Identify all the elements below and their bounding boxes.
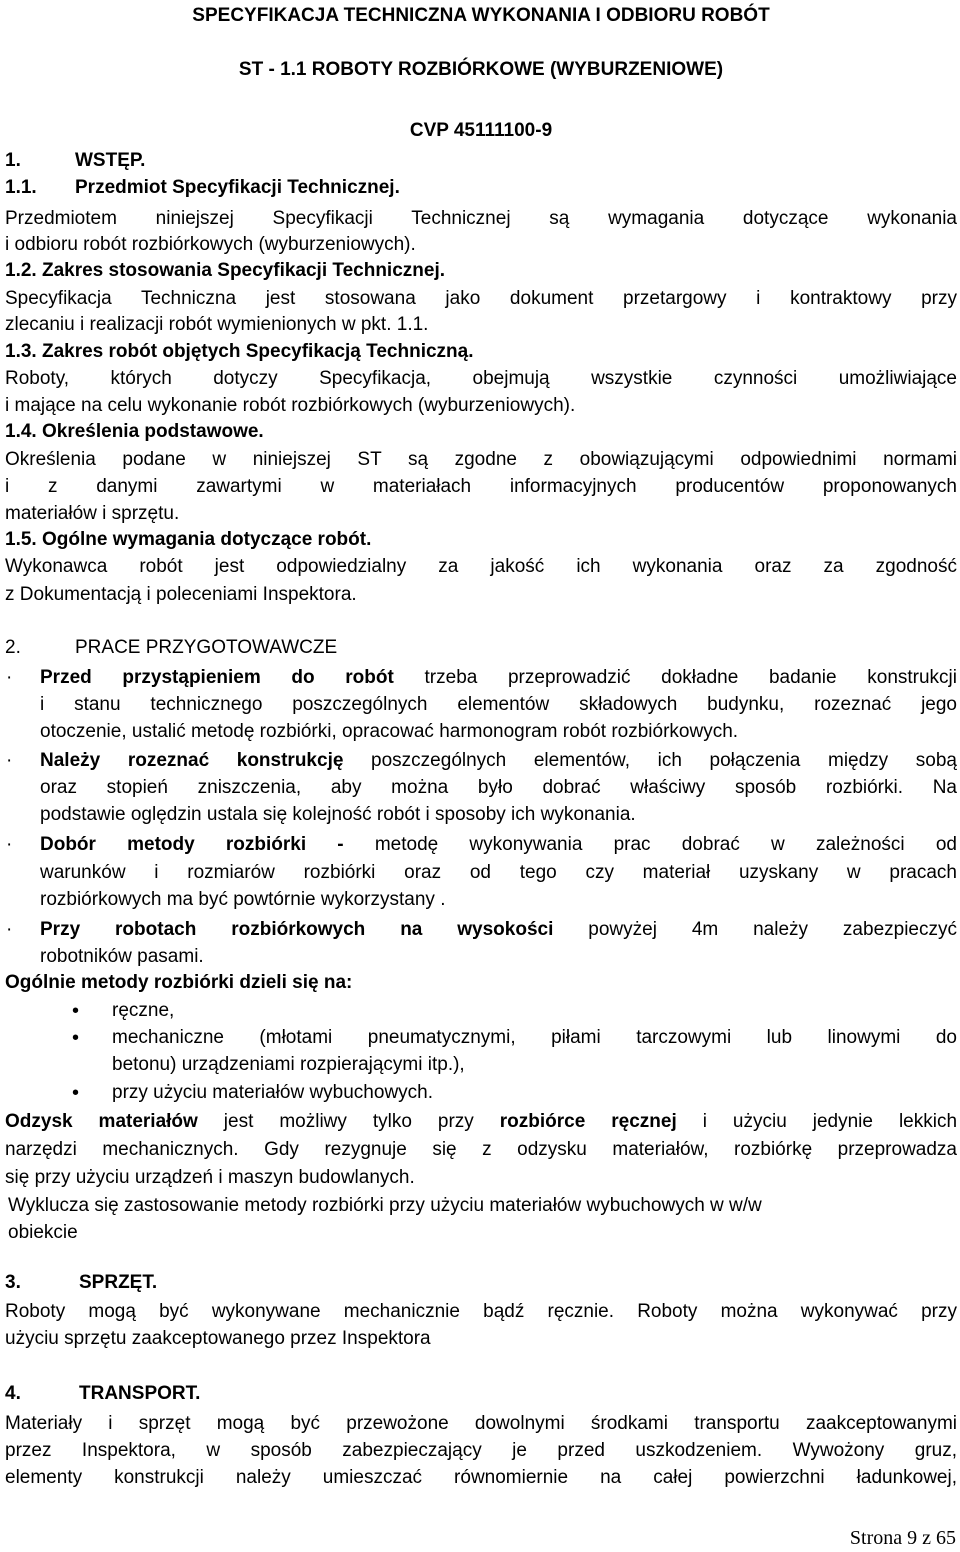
bullet-marker: •	[72, 1082, 80, 1104]
text-run: trzeba przeprowadzić dokładne badanie konstrukcji	[393, 667, 957, 688]
paragraph-line: Wyklucza się zastosowanie metody rozbiórki przy użyciu materiałów wybuchowych w w/w	[8, 1195, 762, 1216]
section-number: 4.	[5, 1383, 21, 1404]
cvp-code: CVP 45111100-9	[409, 120, 553, 141]
section-title: SPRZĘT.	[79, 1272, 158, 1293]
section-title: PRACE PRZYGOTOWAWCZE	[75, 637, 338, 658]
list-marker: ·	[6, 667, 13, 688]
section-2-heading	[5, 635, 957, 661]
bullet-marker: •	[72, 1000, 80, 1022]
doc-subtitle: ST - 1.1 ROBOTY ROZBIÓRKOWE (WYBURZENIOWE)	[238, 59, 724, 80]
text-run: powyżej 4m należy zabezpieczyć	[553, 919, 957, 940]
text-run: poszczególnych elementów, ich połączenia między sobą	[343, 750, 957, 771]
paragraph-line: i z danymi zawartymi w materiałach informacyjnych producentów proponowanych	[5, 476, 957, 497]
emphasis: Przed przystąpieniem do robót	[40, 667, 394, 688]
section-1-3-heading: 1.3. Zakres robót objętych Specyfikacją Techniczną.	[5, 341, 474, 362]
section-number: 2.	[5, 637, 21, 658]
paragraph-line: z Dokumentacją i poleceniami Inspektora.	[5, 584, 357, 605]
paragraph-line: Wykonawca robót jest odpowiedzialny za jakość ich wykonania oraz za zgodność	[5, 556, 957, 577]
paragraph-line: użyciu sprzętu zaakceptowanego przez Inspektora	[5, 1328, 431, 1349]
paragraph-line: przez Inspektora, w sposób zabezpieczający je przed uszkodzeniem. Wywożony gruz,	[5, 1440, 957, 1461]
section-title: WSTĘP.	[75, 150, 146, 171]
list-item-line	[40, 665, 957, 691]
paragraph-line: Przedmiotem niniejszej Specyfikacji Technicznej są wymagania dotyczące wykonania	[5, 208, 957, 229]
section-number: 3.	[5, 1272, 21, 1293]
section-4-heading	[5, 1381, 957, 1407]
section-1-1-heading	[5, 175, 957, 201]
emphasis: Przy robotach rozbiórkowych na wysokości	[40, 919, 554, 940]
list-marker: ·	[6, 919, 13, 940]
section-1-5-heading: 1.5. Ogólne wymagania dotyczące robót.	[5, 529, 372, 550]
list-item-line: i stanu technicznego poszczególnych elementów składowych budynku, rozeznać jego	[40, 694, 957, 715]
emphasis: Dobór metody rozbiórki -	[40, 834, 344, 855]
list-item-line: betonu) urządzeniami rozpierającymi itp.),	[112, 1054, 465, 1075]
list-item-line: oraz stopień zniszczenia, aby można było dobrać właściwy sposób rozbiórki. Na	[40, 777, 957, 798]
paragraph-line: i odbioru robót rozbiórkowych (wyburzeniowych).	[5, 234, 416, 255]
paragraph-line: materiałów i sprzętu.	[5, 503, 180, 524]
section-number: 1.1.	[5, 177, 37, 198]
section-1-heading	[5, 148, 957, 174]
section-number: 1.	[5, 150, 21, 171]
section-title: TRANSPORT.	[79, 1383, 201, 1404]
list-item-line: przy użyciu materiałów wybuchowych.	[112, 1082, 434, 1103]
section-1-2-heading: 1.2. Zakres stosowania Specyfikacji Technicznej.	[5, 260, 446, 281]
list-item-line: robotników pasami.	[40, 946, 204, 967]
text-run: i użyciu jedynie lekkich	[676, 1111, 958, 1132]
list-item-line	[40, 832, 957, 858]
list-item-line	[40, 748, 957, 774]
section-1-4-heading: 1.4. Określenia podstawowe.	[5, 421, 264, 442]
list-item-line: rozbiórkowych ma być powtórnie wykorzystany .	[40, 889, 446, 910]
paragraph-line: Roboty, których dotyczy Specyfikacja, obejmują wszystkie czynności umożliwiające	[5, 368, 957, 389]
paragraph-line: Specyfikacja Techniczna jest stosowana jako dokument przetargowy i kontraktowy przy	[5, 288, 957, 309]
paragraph-line: narzędzi mechanicznych. Gdy rezygnuje się z odzysku materiałów, rozbiórkę przeprowadza	[5, 1139, 957, 1160]
list-marker: ·	[6, 750, 13, 771]
paragraph-line: Materiały i sprzęt mogą być przewożone dowolnymi środkami transportu zaakceptowanymi	[5, 1413, 957, 1434]
section-3-heading	[5, 1270, 957, 1296]
paragraph-line: Roboty mogą być wykonywane mechanicznie bądź ręcznie. Roboty można wykonywać przy	[5, 1301, 957, 1322]
paragraph-line: i mające na celu wykonanie robót rozbiórkowych (wyburzeniowych).	[5, 395, 576, 416]
section-title: Przedmiot Specyfikacji Technicznej.	[75, 177, 400, 198]
list-item-line: podstawie oględzin ustala się kolejność robót i sposoby ich wykonania.	[40, 804, 636, 825]
methods-heading: Ogólnie metody rozbiórki dzieli się na:	[5, 972, 353, 993]
list-item-line: otoczenie, ustalić metodę rozbiórki, opracować harmonogram robót rozbiórkowych.	[40, 721, 739, 742]
list-item-line: warunków i rozmiarów rozbiórki oraz od tego czy materiał uzyskany w pracach	[40, 862, 957, 883]
list-marker: ·	[6, 834, 13, 855]
bullet-marker: •	[72, 1027, 80, 1049]
page-number: Strona 9 z 65	[849, 1527, 956, 1549]
paragraph-line: się przy użyciu urządzeń i maszyn budowlanych.	[5, 1167, 415, 1188]
paragraph-line: zlecaniu i realizacji robót wymienionych w pkt. 1.1.	[5, 314, 429, 335]
doc-title: SPECYFIKACJA TECHNICZNA WYKONANIA I ODBIORU ROBÓT	[192, 5, 770, 26]
list-item-line: ręczne,	[112, 1000, 175, 1021]
text-run: jest możliwy tylko przy	[197, 1111, 500, 1132]
list-item-line	[40, 917, 957, 943]
emphasis: rozbiórce ręcznej	[499, 1111, 677, 1132]
list-item-line: mechaniczne (młotami pneumatycznymi, piłami tarczowymi lub linowymi do	[112, 1027, 957, 1048]
paragraph-line: Określenia podane w niniejszej ST są zgodne z obowiązującymi odpowiednimi normami	[5, 449, 957, 470]
paragraph-line: obiekcie	[8, 1222, 78, 1243]
paragraph-line: elementy konstrukcji należy umieszczać równomiernie na całej powierzchni ładunkowej,	[5, 1467, 957, 1488]
emphasis: Należy rozeznać konstrukcję	[40, 750, 344, 771]
emphasis: Odzysk materiałów	[5, 1111, 198, 1132]
paragraph-line	[5, 1109, 957, 1135]
text-run: metodę wykonywania prac dobrać w zależności od	[343, 834, 957, 855]
